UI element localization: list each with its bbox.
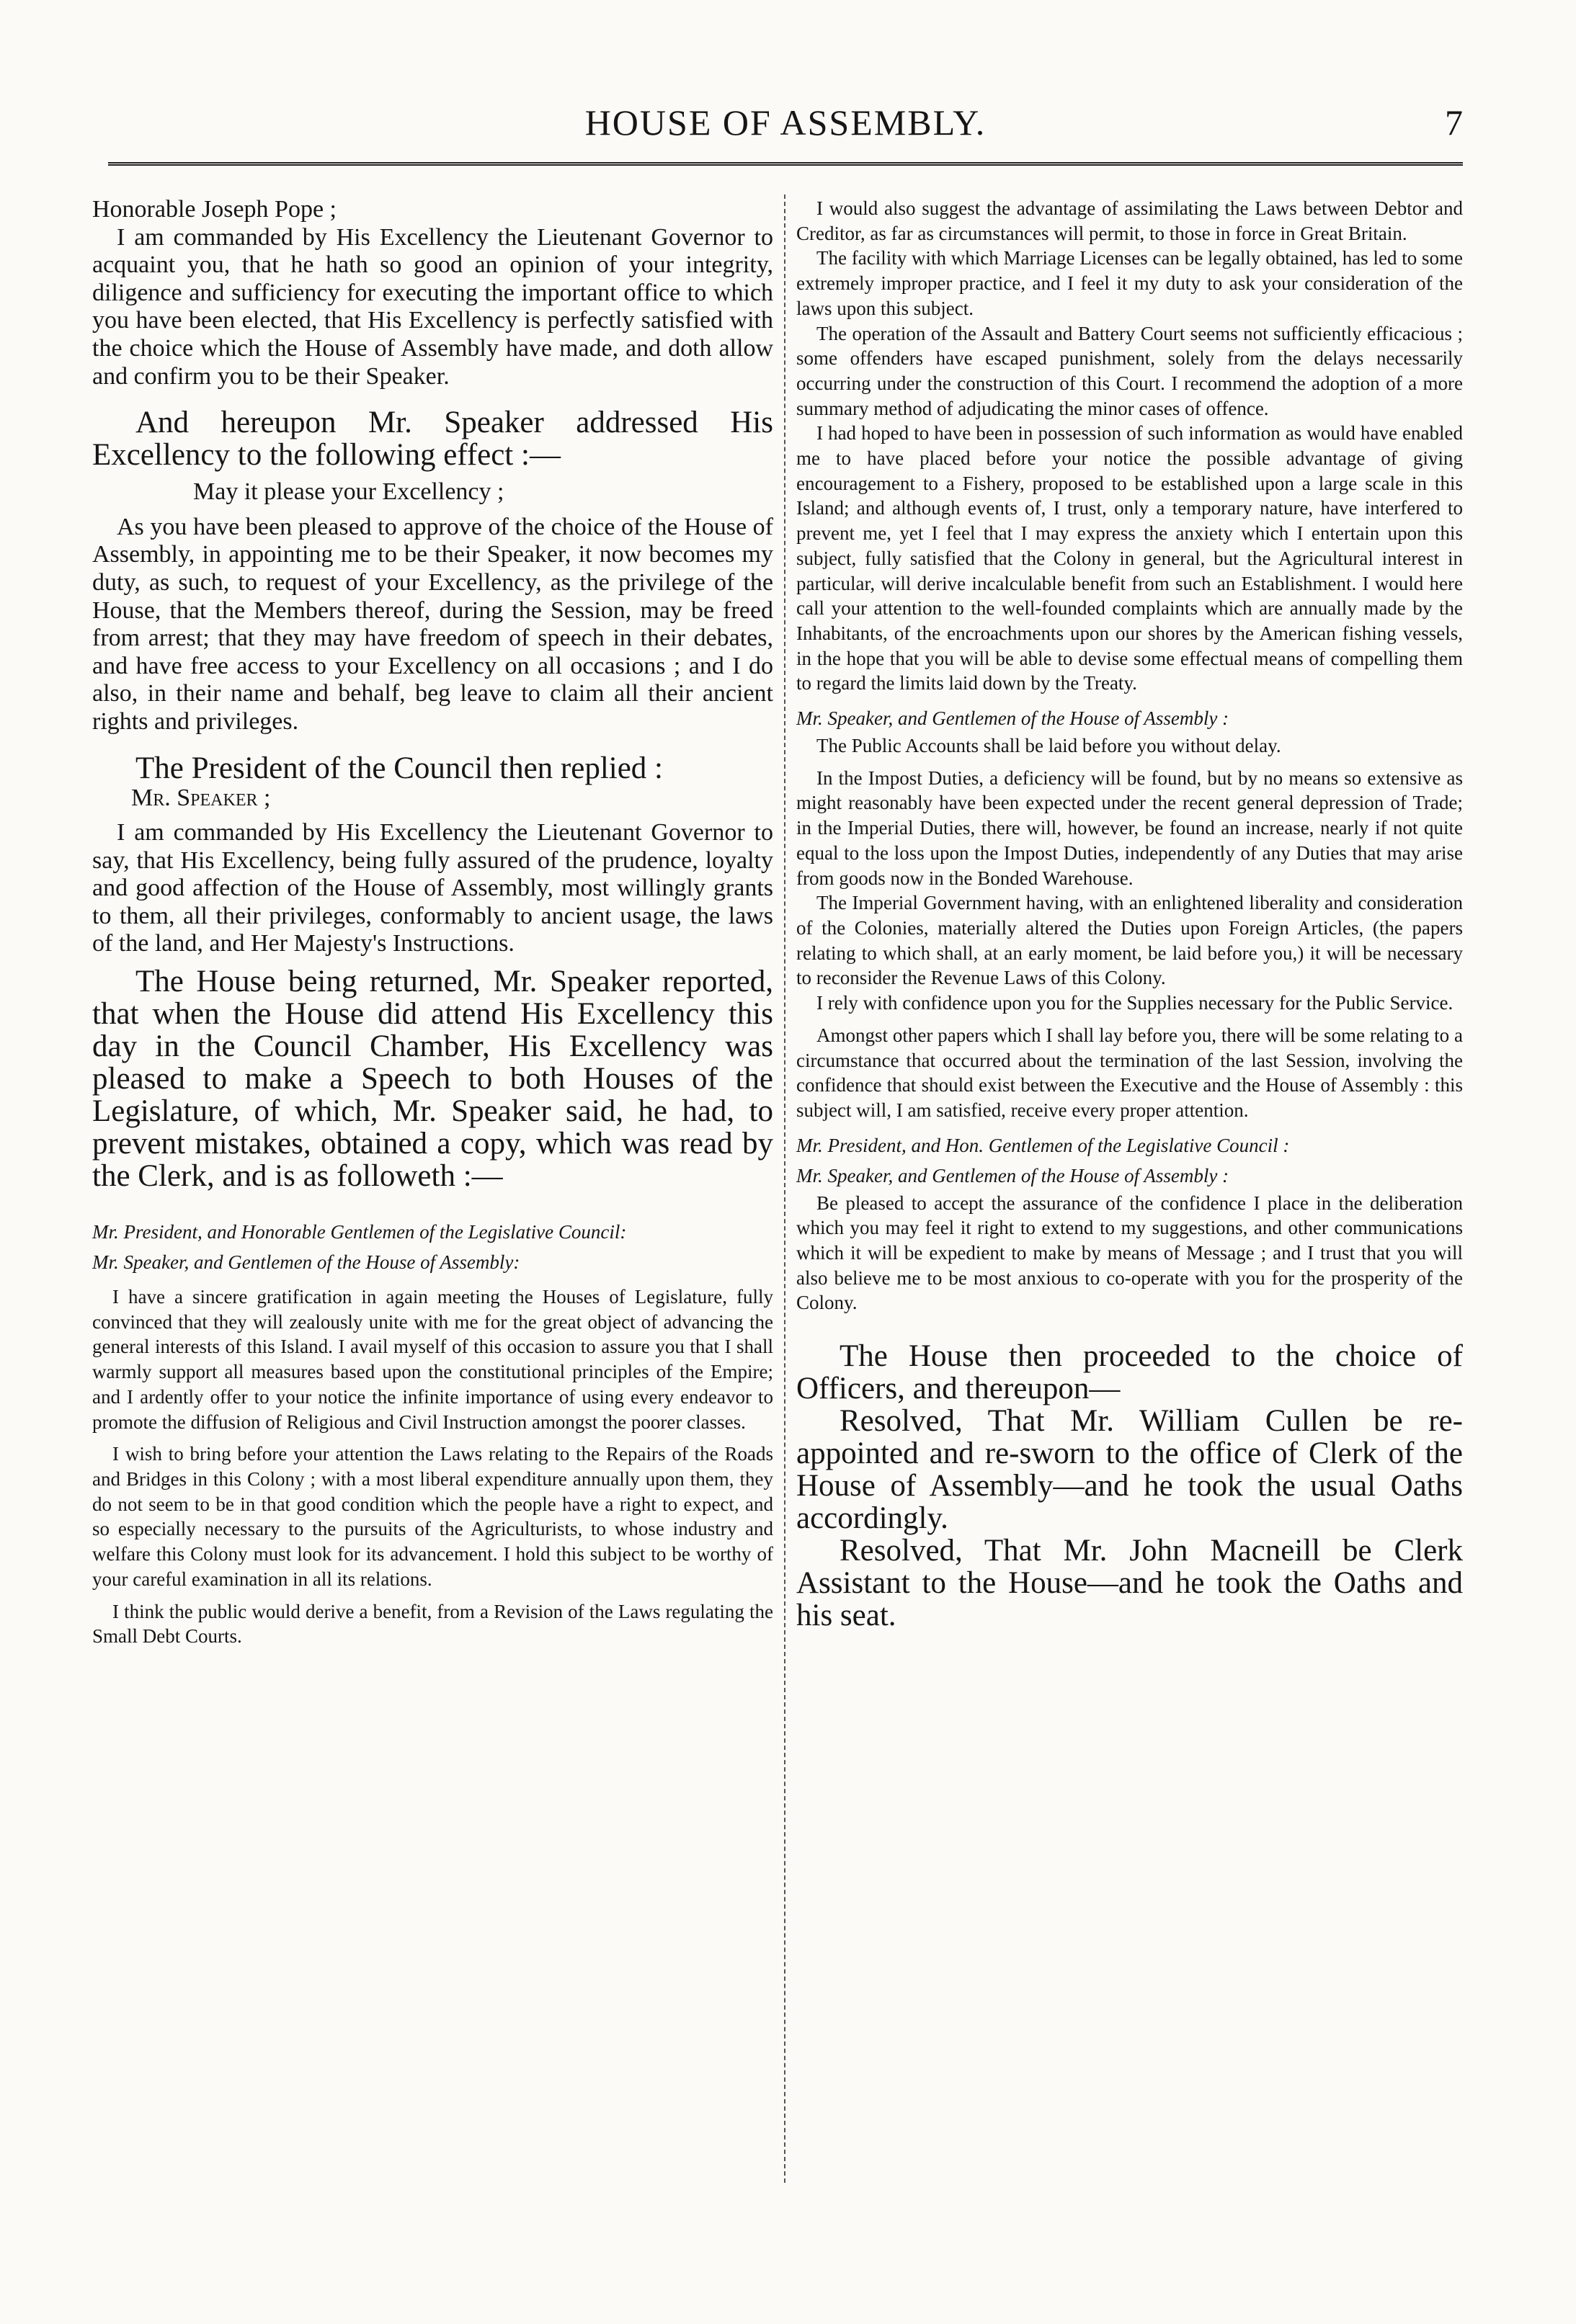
salutation-house-3: Mr. Speaker, and Gentlemen of the House of Assembly : bbox=[796, 1164, 1229, 1186]
paragraph-president-reply: I am commanded by His Excellency the Lieutenant Governor to say, that His Excellency, being fully assured of the prudence, loyalty and good affection of the House of Assembly, most willingly grants to them, all their privileges, conformably to ancient usage, the laws of the land, and Her Majesty's Instructions. bbox=[92, 819, 773, 957]
speech-paragraph-6: The operation of the Assault and Battery Court seems not sufficiently efficacious ; some offenders have escaped punishment, solely from the delays necessarily occurring under the construction of this Court. I recommend the adoption of a more summary method of adjudicating the minor cases of offence. bbox=[796, 322, 1463, 419]
speech-paragraph-5: The facility with which Marriage Licenses can be legally obtained, has led to some extremely improper practice, and I feel it my duty to ask your consideration of the laws upon this subject. bbox=[796, 247, 1463, 319]
resolved-clerk-assistant: Resolved, That Mr. John Macneill be Clerk Assistant to the House—and he took the Oaths and his seat. bbox=[796, 1534, 1463, 1633]
salutation-council: Mr. President, and Honorable Gentlemen of the Legislative Council: bbox=[92, 1221, 627, 1243]
speech-paragraph-1: I have a sincere gratification in again meeting the Houses of Legislature, fully convinced that they will zealously unite with me for the great object of advancing the general interests of this Island. I avail myself of this occasion to assure you that I shall warmly support all measures based upon the constitutional principles of the Empire; and I ardently offer to your notice the infinite importance of using every endeavor to promote the diffusion of Religious and Civil Instruction amongst the poorer classes. bbox=[92, 1286, 773, 1433]
running-head: HOUSE OF ASSEMBLY. bbox=[584, 102, 987, 143]
speech-paragraph-12: Amongst other papers which I shall lay before you, there will be some relating to a circumstance that occurred about the termination of the last Session, involving the confidence that should exist between the Executive and the House of Assembly : this subject will, I am satisfied, receive every proper attention. bbox=[796, 1024, 1463, 1121]
speech-paragraph-8: The Public Accounts shall be laid before you without delay. bbox=[816, 735, 1281, 757]
speech-paragraph-4: I would also suggest the advantage of assimilating the Laws between Debtor and Creditor, as far as circumstances will permit, to those in force in Great Britain. bbox=[796, 197, 1463, 244]
header-rule bbox=[108, 162, 1463, 166]
speech-paragraph-11: I rely with confidence upon you for the Supplies necessary for the Public Service. bbox=[816, 992, 1453, 1014]
speech-paragraph-7: I had hoped to have been in possession of such information as would have enabled me to have placed before your notice the possible advantage of giving encouragement to a Fishery, proposed to be established upon a large scale in this Island; and although events of, I trust, only a temporary nature, have interfered to prevent me, yet I feel that I may express the anxiety which I entertain upon this subject, fully satisfied that the Colony in general, but the Agricultural interest in particular, will derive incalculable benefit from such an Establishment. I would here call your attention to the well-founded complaints which are annually made by the Inhabitants, of the encroachments upon our shores by the American fishing vessels, in the hope that you will be able to devise some effectual means of compelling them to regard the limits laid down by the Treaty. bbox=[796, 422, 1463, 694]
heading-president-replied: The President of the Council then replied : bbox=[135, 751, 664, 785]
left-column bbox=[92, 196, 773, 1649]
speech-paragraph-9: In the Impost Duties, a deficiency will be found, but by no means so extensive as might reasonably have been expected under the recent general depression of Trade; in the Imperial Duties, there will, however, be found an increase, nearly if not quite equal to the loss upon the Impost Duties, independently of any Duties that may arise from goods now in the Bonded Warehouse. bbox=[796, 767, 1463, 889]
speech-paragraph-13: Be pleased to accept the assurance of the confidence I place in the deliberation which you may feel it right to extend to my suggestions, and other communications which it will be expedient to make by means of Message ; and I trust that you will also believe me to be most anxious to co-operate with you for the prosperity of the Colony. bbox=[796, 1192, 1463, 1314]
heading-speaker-addressed: And hereupon Mr. Speaker addressed His Excellency to the following effect :— bbox=[92, 406, 773, 473]
page-header bbox=[108, 101, 1463, 151]
paragraph-speaker-request: As you have been pleased to approve of the choice of the House of Assembly, in appointing me to be their Speaker, it now becomes my duty, as such, to request of your Excellency, as the privilege of the House, that the Members thereof, during the Session, may be freed from arrest; that they may have freedom of speech in their debates, and have free access to your Excellency on all occasions ; and I do also, in their name and behalf, beg leave to claim all their ancient rights and privileges. bbox=[92, 513, 773, 735]
page-number: 7 bbox=[1445, 102, 1463, 143]
speech-paragraph-3: I think the public would derive a benefit, from a Revision of the Laws regulating the Small Debt Courts. bbox=[92, 1600, 773, 1648]
resolved-clerk: Resolved, That Mr. William Cullen be re-appointed and re-sworn to the office of Clerk of the House of Assembly—and he took the usual Oaths accordingly. bbox=[796, 1404, 1463, 1536]
salutation-council-2: Mr. President, and Hon. Gentlemen of the Legislative Council : bbox=[796, 1134, 1290, 1156]
speech-paragraph-10: The Imperial Government having, with an enlightened liberality and consideration of the Colonies, materially altered the Duties upon Foreign Articles, (the papers relating to which shall, at an early moment, be laid before you,) it will be necessary to reconsider the Revenue Laws of this Colony. bbox=[796, 892, 1463, 989]
paragraph-house-proceeded: The House then proceeded to the choice of Officers, and thereupon— bbox=[796, 1339, 1463, 1406]
speech-paragraph-2: I wish to bring before your attention the Laws relating to the Repairs of the Roads and Bridges in this Colony ; with a most liberal expenditure annually upon them, they do not seem to be in that good condition which the people have a right to expect, and so especially necessary to the pursuits of the Agriculturists, to whose industry and welfare this Colony must look for its advancement. I hold this subject to be worthy of your careful examination in all its relations. bbox=[92, 1443, 773, 1590]
right-column bbox=[796, 196, 1463, 1632]
paragraph-commanded: I am commanded by His Excellency the Lieutenant Governor to acquaint you, that he hath so good an opinion of your integrity, diligence and sufficiency for executing the important office to which you have been elected, that His Excellency is perfectly satisfied with the choice which the House of Assembly have made, and doth allow and confirm you to be their Speaker. bbox=[92, 223, 773, 390]
addressee: Honorable Joseph Pope ; bbox=[92, 196, 337, 223]
salutation-house: Mr. Speaker, and Gentlemen of the House of Assembly: bbox=[92, 1251, 520, 1274]
salutation-house-2: Mr. Speaker, and Gentlemen of the House of Assembly : bbox=[796, 707, 1229, 730]
paragraph-house-returned: The House being returned, Mr. Speaker reported, that when the House did attend His Excellency this day in the Council Chamber, His Excellency was pleased to make a Speech to both Houses of the Legislature, of which, Mr. Speaker said, he had, to prevent mistakes, obtained a copy, which was read by the Clerk, and is as followeth :— bbox=[92, 965, 773, 1194]
may-it-please: May it please your Excellency ; bbox=[193, 478, 504, 506]
column-divider bbox=[784, 195, 785, 2183]
mr-speaker: Mr. Speaker ; bbox=[131, 784, 271, 811]
